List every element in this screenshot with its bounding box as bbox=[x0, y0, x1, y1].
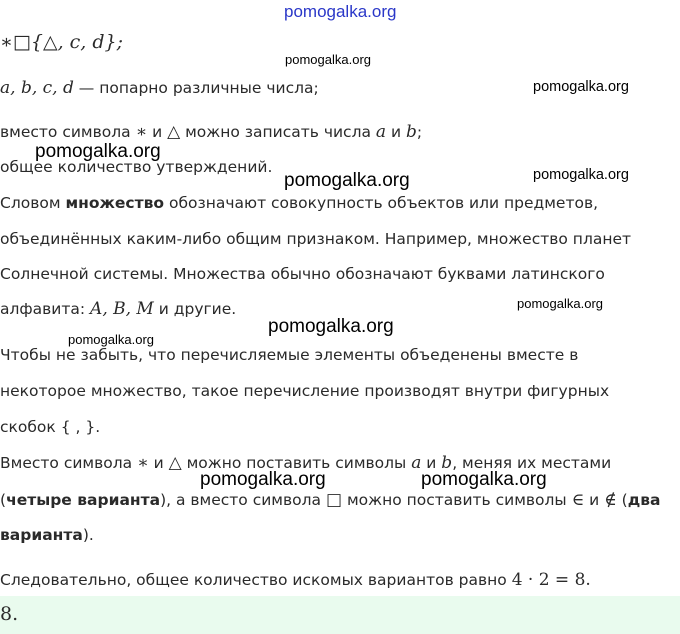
question-line: общее количество утверждений. bbox=[0, 158, 273, 176]
answer-box bbox=[0, 596, 680, 634]
watermark: pomogalka.org bbox=[35, 141, 161, 162]
paragraph-line: объединённых каким-либо общим признаком. Например, множество планет bbox=[0, 230, 632, 248]
watermark: pomogalka.org bbox=[533, 167, 629, 183]
watermark: pomogalka.org bbox=[533, 79, 629, 95]
paragraph-line: Чтобы не забыть, что перечисляемые элементы объеденены вместе в bbox=[0, 346, 579, 364]
paragraph-line: скобок { , }. bbox=[0, 418, 101, 436]
condition-distinct: a, b, c, d — попарно различные числа; bbox=[0, 78, 319, 98]
paragraph-line: некоторое множество, такое перечисление производят внутри фигурных bbox=[0, 382, 610, 400]
watermark-top: pomogalka.org bbox=[284, 2, 397, 21]
paragraph-line: Словом множество обозначают совокупность объектов или предметов, bbox=[0, 194, 599, 212]
paragraph-line: варианта). bbox=[0, 526, 94, 544]
watermark: pomogalka.org bbox=[285, 52, 371, 67]
watermark: pomogalka.org bbox=[68, 332, 154, 347]
paragraph-line: алфавита: A, B, M и другие. bbox=[0, 299, 237, 319]
watermark: pomogalka.org bbox=[421, 469, 547, 490]
condition-symbols: вместо символа ∗ и △ можно записать числа a и b; bbox=[0, 122, 423, 142]
set-formula: ∗□{△, c, d}; bbox=[0, 31, 124, 53]
answer-value: 8. bbox=[0, 603, 19, 625]
watermark: pomogalka.org bbox=[517, 296, 603, 311]
watermark: pomogalka.org bbox=[284, 170, 410, 191]
conclusion-line: Следовательно, общее количество искомых вариантов равно 4 · 2 = 8. bbox=[0, 570, 591, 590]
watermark: pomogalka.org bbox=[200, 469, 326, 490]
watermark: pomogalka.org bbox=[268, 316, 394, 337]
paragraph-line: Вместо символа ∗ и △ можно поставить символы a и b, меняя их местами bbox=[0, 453, 612, 473]
paragraph-line: Солнечной системы. Множества обычно обозначают буквами латинского bbox=[0, 265, 605, 283]
paragraph-line: (четыре варианта), а вместо символа □ можно поставить символы ∈ и ∉ (два bbox=[0, 490, 661, 510]
